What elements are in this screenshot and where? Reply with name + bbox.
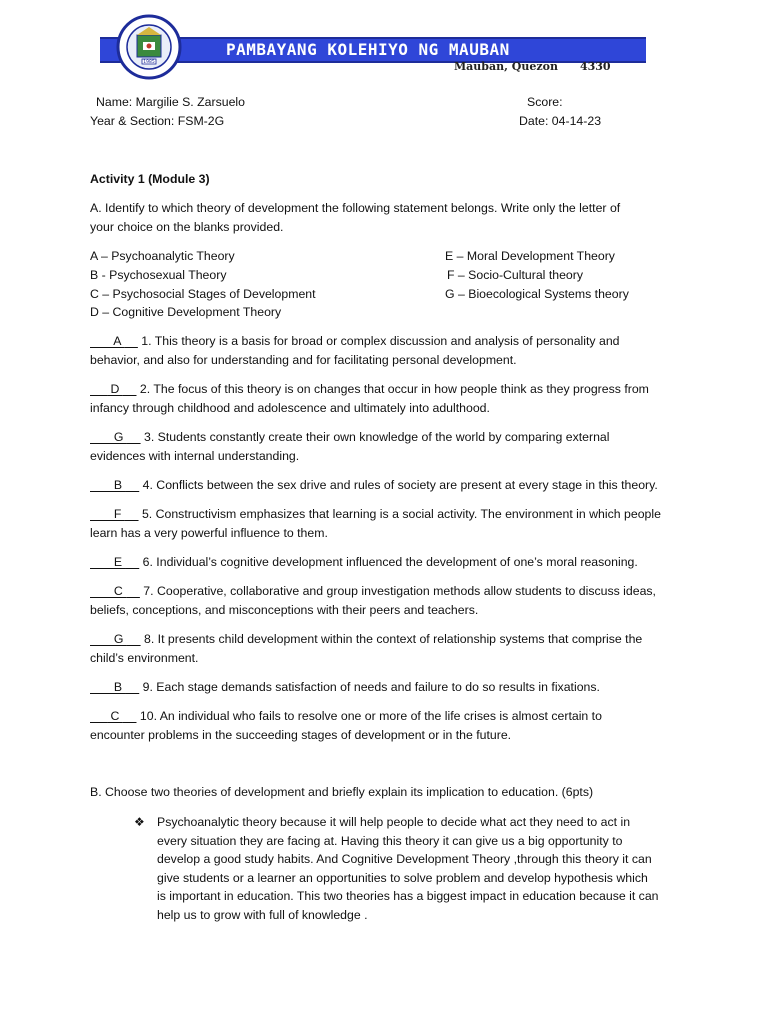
question-text: 9. Each stage demands satisfaction of needs and failure to do so results in fixations. bbox=[139, 680, 600, 694]
answer-blank: A bbox=[110, 334, 125, 348]
question-text-cont: evidences with internal understanding. bbox=[90, 448, 300, 463]
choice-c: C – Psychosocial Stages of Development bbox=[90, 287, 316, 301]
answer-blank: F bbox=[110, 507, 125, 521]
question-item bbox=[90, 553, 690, 572]
question-text: 1. This theory is a basis for broad or complex discussion and analysis of personality and bbox=[137, 334, 620, 348]
student-name: Name: Margilie S. Zarsuelo bbox=[96, 95, 245, 109]
college-seal-icon bbox=[114, 14, 184, 80]
seal-year: 1985 bbox=[143, 60, 155, 65]
institution-name: PAMBAYANG KOLEHIYO NG MAUBAN bbox=[226, 40, 510, 59]
answer-blank: G bbox=[110, 632, 127, 646]
question-text: 3. Students constantly create their own knowledge of the world by comparing external bbox=[140, 430, 610, 444]
question-text-cont: child’s environment. bbox=[90, 650, 199, 665]
instruction-a-line1: A. Identify to which theory of development the following statement belongs. Write only the letter of bbox=[90, 201, 621, 215]
essay-line: help us to grow with full of knowledge . bbox=[157, 907, 368, 922]
choice-g: G – Bioecological Systems theory bbox=[445, 287, 629, 301]
question-item bbox=[90, 476, 690, 495]
question-text: 7. Cooperative, collaborative and group investigation methods allow students to discuss ideas, bbox=[139, 584, 656, 598]
score-label: Score: bbox=[527, 95, 563, 109]
essay-line: give students or a learner an opportunities to solve problem and develop hypothesis which bbox=[157, 870, 648, 885]
answer-blank: B bbox=[110, 478, 126, 492]
essay-line: is important in education. This two theories has a biggest impact in education because it can bbox=[157, 889, 659, 903]
question-item bbox=[90, 332, 690, 369]
essay-line: every situation they are facing at. Having this theory it can give us a big opportunity to bbox=[157, 833, 623, 848]
essay-answer bbox=[157, 813, 687, 924]
essay-line: Psychoanalytic theory because it will help people to decide what act they need to act in bbox=[157, 815, 631, 829]
question-item bbox=[90, 678, 690, 697]
question-text-cont: learn has a very powerful influence to them. bbox=[90, 525, 328, 540]
question-text-cont: behavior, and also for understanding and for facilitating personal development. bbox=[90, 352, 517, 367]
question-item bbox=[90, 582, 690, 619]
letterhead bbox=[90, 14, 650, 80]
question-text: 6. Individual’s cognitive development influenced the development of one’s moral reasoning. bbox=[139, 555, 638, 569]
address-zip: 4330 bbox=[579, 60, 611, 73]
question-text-cont: beliefs, conceptions, and misconceptions with their peers and teachers. bbox=[90, 602, 479, 617]
year-section: Year & Section: FSM-2G bbox=[90, 114, 225, 128]
question-text: 10. An individual who fails to resolve one or more of the life crises is almost certain to bbox=[136, 709, 602, 723]
answer-blank: G bbox=[110, 430, 127, 444]
question-text: 4. Conflicts between the sex drive and rules of society are present at every stage in this theory. bbox=[139, 478, 658, 492]
question-item bbox=[90, 505, 690, 542]
date: Date: 04-14-23 bbox=[519, 114, 602, 128]
question-item bbox=[90, 630, 690, 667]
answer-blank: D bbox=[107, 382, 123, 396]
instruction-b: B. Choose two theories of development and briefly explain its implication to education. (6pts) bbox=[90, 785, 594, 799]
choice-b: B - Psychosexual Theory bbox=[90, 268, 227, 282]
choice-a: A – Psychoanalytic Theory bbox=[90, 249, 235, 263]
question-item bbox=[90, 380, 690, 417]
answer-blank: B bbox=[110, 680, 126, 694]
institution-address bbox=[454, 60, 611, 73]
bullet-diamond-icon: ❖ bbox=[134, 815, 145, 829]
question-text-cont: infancy through childhood and adolescence and ultimately into adulthood. bbox=[90, 400, 490, 415]
activity-title: Activity 1 (Module 3) bbox=[90, 172, 210, 186]
question-text: 2. The focus of this theory is on changes that occur in how people think as they progress from bbox=[136, 382, 649, 396]
question-text: 5. Constructivism emphasizes that learning is a social activity. The environment in which people bbox=[138, 507, 661, 521]
choice-f: F – Socio-Cultural theory bbox=[447, 268, 584, 282]
answer-blank: C bbox=[107, 709, 123, 723]
answer-blank: C bbox=[110, 584, 127, 598]
choice-d: D – Cognitive Development Theory bbox=[90, 305, 282, 319]
essay-line: develop a good study habits. And Cognitive Development Theory ,through this theory it can bbox=[157, 852, 652, 866]
instruction-a-line2: your choice on the blanks provided. bbox=[90, 220, 284, 234]
question-item bbox=[90, 707, 690, 744]
address-city: Mauban, Quezon bbox=[454, 60, 558, 73]
answer-blank: E bbox=[110, 555, 126, 569]
question-text: 8. It presents child development within the context of relationship systems that comprise the bbox=[140, 632, 643, 646]
question-item bbox=[90, 428, 690, 465]
choice-e: E – Moral Development Theory bbox=[445, 249, 615, 263]
question-text-cont: encounter problems in the succeeding stages of development or in the future. bbox=[90, 727, 512, 742]
